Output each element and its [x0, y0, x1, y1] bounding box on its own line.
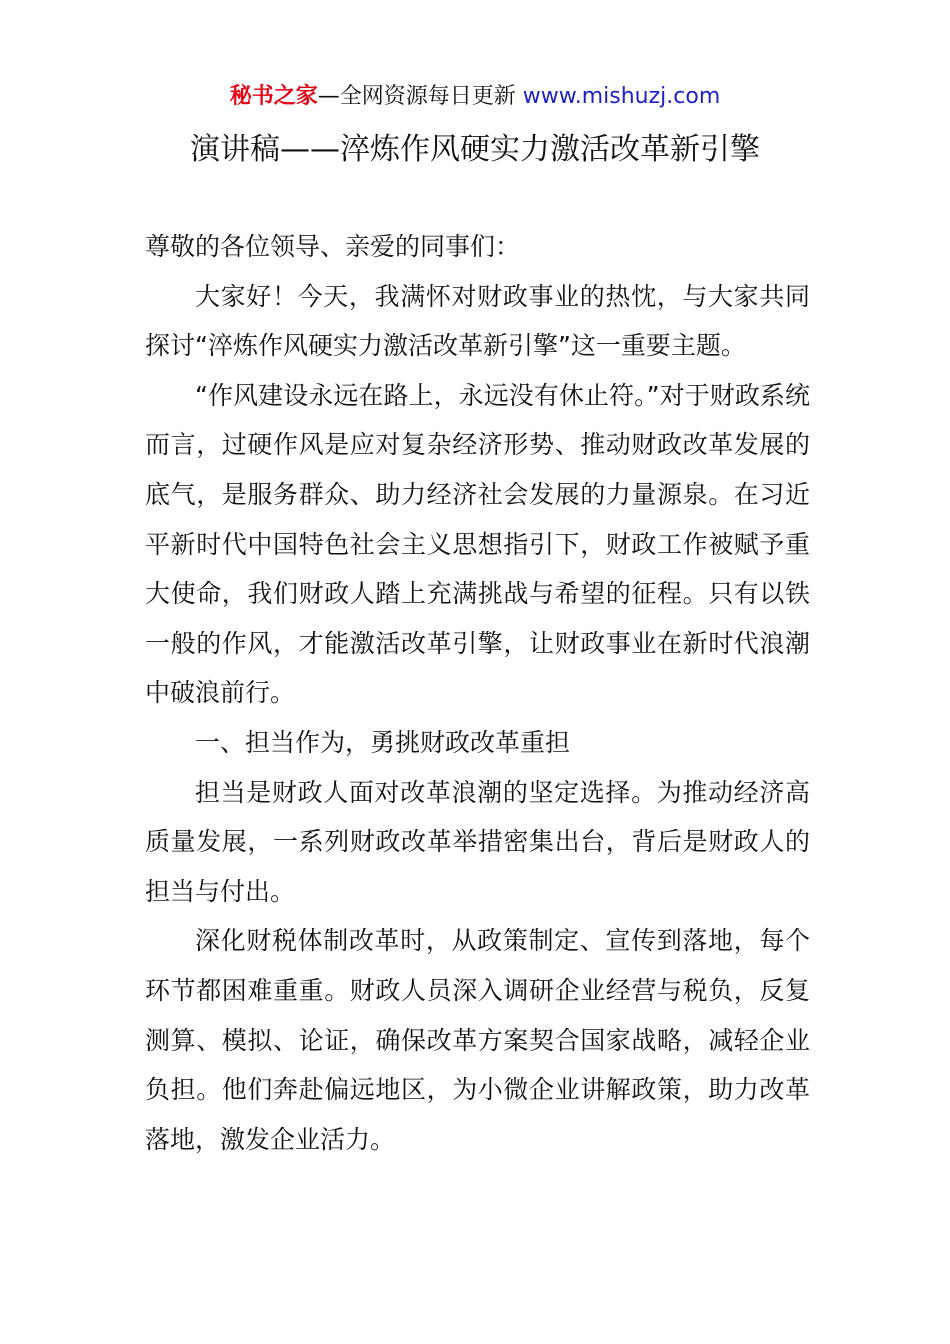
document-body — [145, 222, 810, 1164]
paragraph-quote: “作风建设永远在路上，永远没有休止符。”对于财政系统而言，过硬作风是应对复杂经济形势、推动财政改革发展的底气，是服务群众、助力经济社会发展的力量源泉。在习近平新时代中国特色社会主义思想指引下，财政工作被赋予重大使命，我们财政人踏上充满挑战与希望的征程。只有以铁一般的作风，才能激活改革引擎，让财政事业在新时代浪潮中破浪前行。 — [145, 380, 810, 708]
paragraph-responsibility: 担当是财政人面对改革浪潮的坚定选择。为推动经济高质量发展，一系列财政改革举措密集出台，背后是财政人的担当与付出。 — [145, 777, 810, 906]
paragraph-opening: 大家好！今天，我满怀对财政事业的热忱，与大家共同探讨“淬炼作风硬实力激活改革新引擎”这一重要主题。 — [145, 281, 810, 361]
document-title: 演讲稿——淬炼作风硬实力激活改革新引擎 — [190, 132, 760, 167]
greeting-line: 尊敬的各位领导、亲爱的同事们： — [145, 232, 521, 261]
site-tagline: —全网资源每日更新 — [317, 84, 523, 109]
paragraph-tax-reform: 深化财税体制改革时，从政策制定、宣传到落地，每个环节都困难重重。财政人员深入调研企业经营与税负，反复测算、模拟、论证，确保改革方案契合国家战略，减轻企业负担。他们奔赴偏远地区，为小微企业讲解政策，助力改革落地，激发企业活力。 — [145, 926, 810, 1154]
site-brand: 秘书之家 — [229, 84, 318, 109]
site-url-link[interactable]: www.mishuzj.com — [522, 84, 721, 109]
site-header — [0, 80, 950, 114]
section-heading-1: 一、担当作为，勇挑财政改革重担 — [195, 727, 571, 757]
